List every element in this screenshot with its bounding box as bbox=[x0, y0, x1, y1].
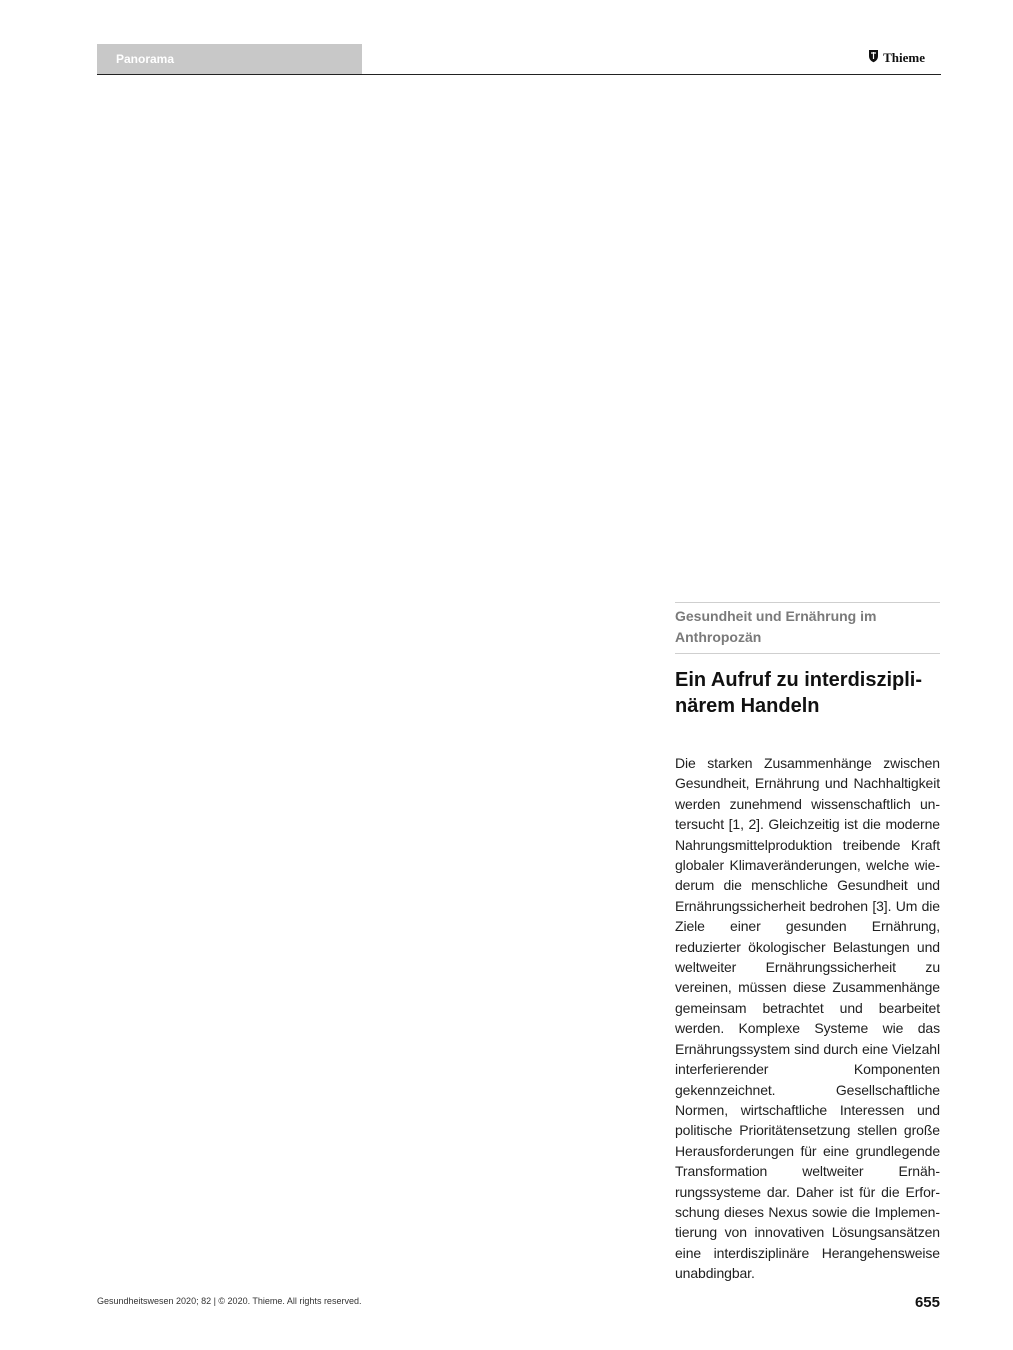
footer-citation: Gesundheitswesen 2020; 82 | © 2020. Thieme. All rights reserved. bbox=[97, 1296, 362, 1306]
kicker-bottom-rule bbox=[675, 653, 940, 654]
page-number: 655 bbox=[914, 1294, 940, 1311]
section-label: Panorama bbox=[116, 52, 175, 66]
article-body: Die starken Zusammenhänge zwischen Gesundheit, Ernährung und Nachhaltigkeit werden zunehmend wissenschaftlich untersucht [1, 2]. Gleichzeitig ist die moderne Nahrungsmittelproduktion treibende Kraft globaler Klimaveränderungen, welche wiederum die menschliche Gesundheit und Ernährungssicherheit bedrohen [3]. Um die Ziele einer gesunden Ernährung, reduzierter ökologischer Belastungen und weltweiter Ernährungssicherheit zu vereinen, müssen diese Zusammenhänge gemeinsam betrachtet und bearbeitet werden. Komplexe Systeme wie das Ernährungssystem sind durch eine Vielzahl interferierender Komponenten gekennzeichnet. Gesellschaftliche Normen, wirtschaftliche Interessen und politische Prioritätensetzung stellen große Herausforderungen für eine grundlegende Transformation weltweiter Ernährungssysteme dar. Daher ist für die Erforschung dieses Nexus sowie die Implementierung von innovativen Lösungsansätzen eine interdisziplinäre Herangehensweise unabdingbar. bbox=[675, 755, 940, 1282]
article-kicker: Gesundheit und Ernährung im Anthropozän bbox=[675, 608, 877, 645]
brand bbox=[868, 48, 925, 68]
article bbox=[675, 602, 940, 1284]
section-label-bar bbox=[97, 44, 362, 75]
article-title: Ein Aufruf zu interdisziplinärem Handeln bbox=[675, 669, 923, 717]
header-rule bbox=[97, 74, 941, 75]
brand-name: Thieme bbox=[883, 50, 925, 65]
thieme-shield-icon bbox=[868, 49, 879, 68]
